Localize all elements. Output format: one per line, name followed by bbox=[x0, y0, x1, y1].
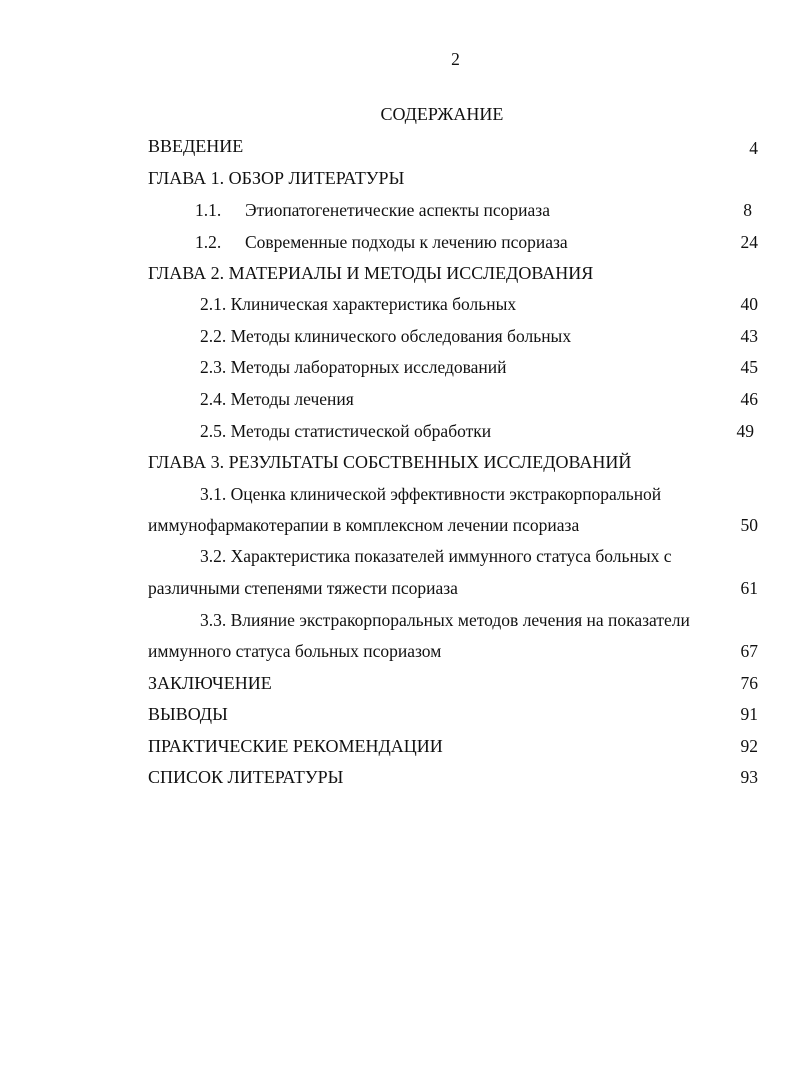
toc-item-label-line2: иммунофармакотерапии в комплексном лечении псориаза bbox=[148, 515, 580, 535]
toc-item-label-line1: 3.3. Влияние экстракорпоральных методов лечения на показатели bbox=[200, 610, 690, 630]
toc-item-label: 2.4. Методы лечения bbox=[200, 389, 354, 409]
toc-item-label: Этиопатогенетические аспекты псориаза bbox=[245, 200, 550, 220]
toc-item-label: 2.2. Методы клинического обследования больных bbox=[200, 326, 572, 346]
toc-item-number: 1.1. bbox=[195, 200, 222, 220]
page-title: СОДЕРЖАНИЕ bbox=[380, 104, 504, 124]
toc-item-page: 61 bbox=[740, 578, 758, 598]
toc-findings-page: 91 bbox=[740, 704, 758, 724]
toc-item-page: 50 bbox=[740, 515, 758, 535]
toc-item-number: 1.2. bbox=[195, 232, 222, 252]
toc-chapter-3-label: ГЛАВА 3. РЕЗУЛЬТАТЫ СОБСТВЕННЫХ ИССЛЕДОВАНИЙ bbox=[148, 452, 632, 472]
toc-intro-page: 4 bbox=[749, 138, 758, 158]
toc-item-label-line1: 3.2. Характеристика показателей иммунного статуса больных с bbox=[200, 546, 672, 566]
toc-item-page: 45 bbox=[740, 357, 758, 377]
toc-item-page: 46 bbox=[740, 389, 758, 409]
toc-item-page: 40 bbox=[740, 294, 758, 314]
toc-item-page: 43 bbox=[740, 326, 758, 346]
toc-recommendations-label: ПРАКТИЧЕСКИЕ РЕКОМЕНДАЦИИ bbox=[148, 736, 443, 756]
toc-item-label: 2.5. Методы статистической обработки bbox=[200, 421, 492, 441]
toc-item-label: Современные подходы к лечению псориаза bbox=[245, 232, 568, 252]
toc-item-page: 8 bbox=[743, 200, 752, 220]
toc-references-page: 93 bbox=[740, 767, 758, 787]
toc-item-label: 2.3. Методы лабораторных исследований bbox=[200, 357, 507, 377]
toc-item-page: 24 bbox=[740, 232, 758, 252]
toc-chapter-2-label: ГЛАВА 2. МАТЕРИАЛЫ И МЕТОДЫ ИССЛЕДОВАНИЯ bbox=[148, 263, 594, 283]
toc-references-label: СПИСОК ЛИТЕРАТУРЫ bbox=[148, 767, 344, 787]
toc-recommendations-page: 92 bbox=[740, 736, 758, 756]
toc-item-label-line1: 3.1. Оценка клинической эффективности экстракорпоральной bbox=[200, 484, 662, 504]
toc-conclusion-page: 76 bbox=[740, 673, 758, 693]
toc-chapter-1-label: ГЛАВА 1. ОБЗОР ЛИТЕРАТУРЫ bbox=[148, 168, 405, 188]
toc-item-label-line2: различными степенями тяжести псориаза bbox=[148, 578, 458, 598]
toc-item-page: 49 bbox=[736, 421, 754, 441]
page-number: 2 bbox=[451, 49, 460, 69]
toc-intro-label: ВВЕДЕНИЕ bbox=[148, 136, 244, 156]
toc-conclusion-label: ЗАКЛЮЧЕНИЕ bbox=[148, 673, 272, 693]
toc-item-label-line2: иммунного статуса больных псориазом bbox=[148, 641, 442, 661]
toc-findings-label: ВЫВОДЫ bbox=[148, 704, 228, 724]
toc-item-page: 67 bbox=[740, 641, 758, 661]
toc-item-label: 2.1. Клиническая характеристика больных bbox=[200, 294, 517, 314]
